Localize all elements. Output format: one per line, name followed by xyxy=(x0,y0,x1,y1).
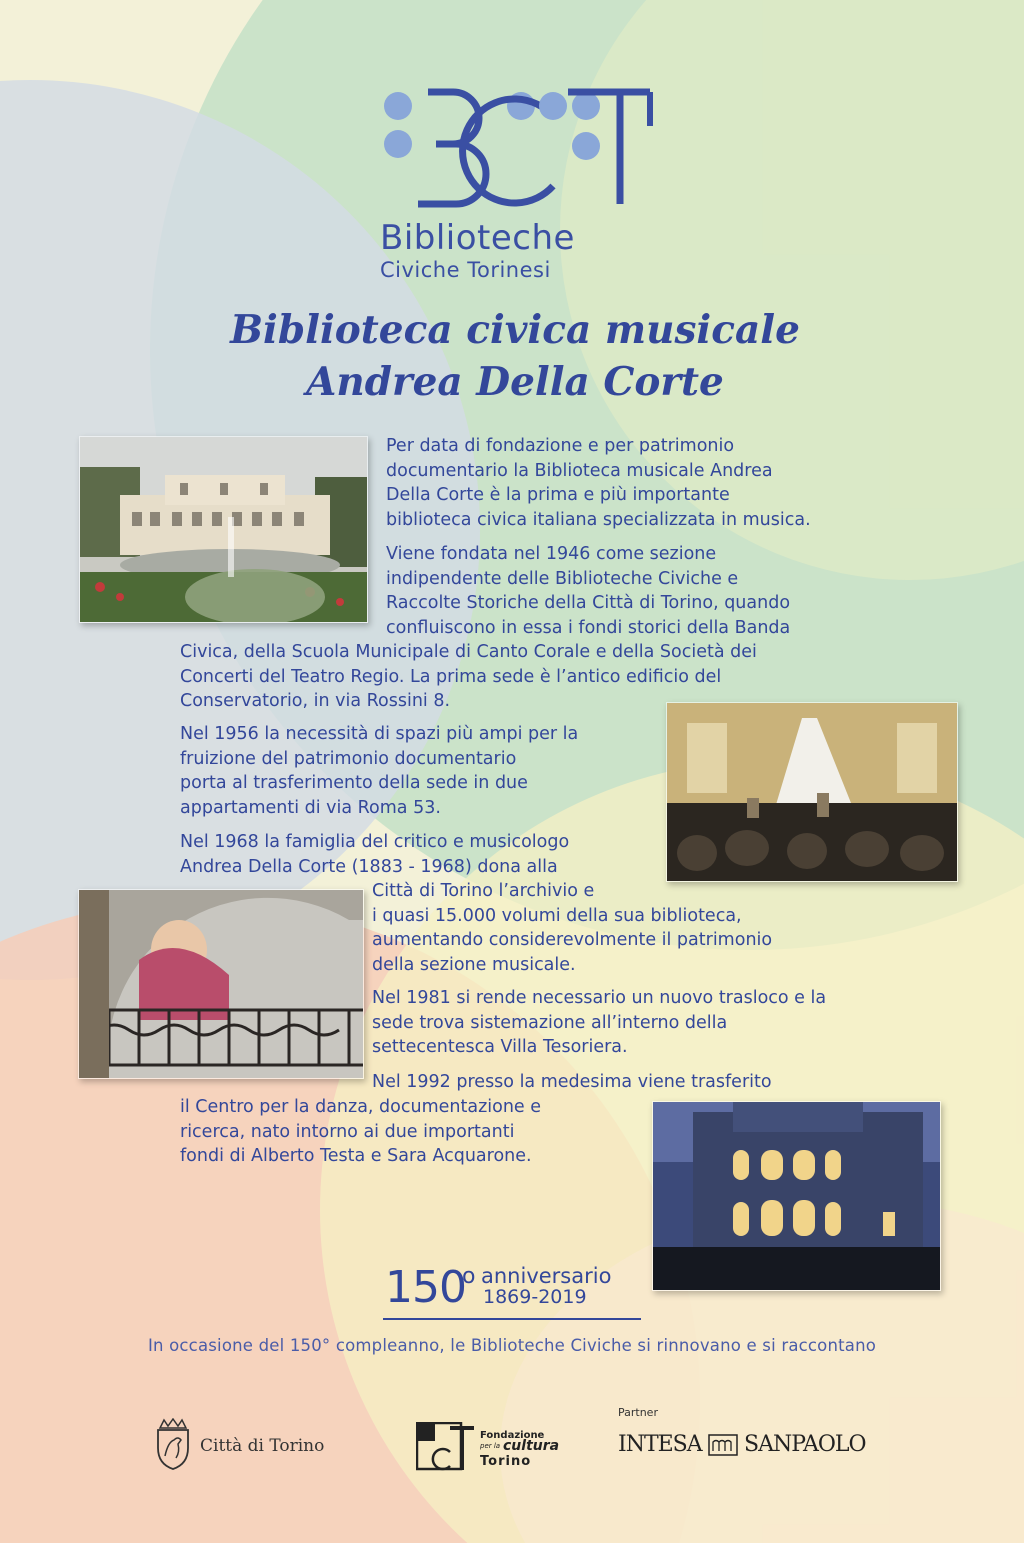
text-line: sede trova sistemazione all’interno della xyxy=(372,1012,728,1033)
bct-logo xyxy=(370,86,660,286)
paragraph-1956 xyxy=(180,722,578,820)
text-line: confluiscono in essa i fondi storici della Banda xyxy=(386,617,791,638)
fondazione-line1: Fondazione xyxy=(480,1430,545,1441)
fondazione-ft-logo xyxy=(416,1422,476,1472)
text-line: i quasi 15.000 volumi della sua biblioteca, xyxy=(372,905,742,926)
text-line: Conservatorio, in via Rossini 8. xyxy=(180,691,451,711)
text-line: Nel 1968 la famiglia del critico e musicologo xyxy=(180,832,570,852)
text-line: aumentando considerevolmente il patrimonio xyxy=(372,930,773,950)
anniversary-word: anniversario xyxy=(481,1264,612,1288)
text-line: biblioteca civica italiana specializzata in musica. xyxy=(386,509,811,530)
fondazione-line2: per la xyxy=(480,1442,501,1450)
photo-fresco-balcony xyxy=(78,889,364,1079)
text-line: indipendente delle Biblioteche Civiche e xyxy=(386,568,739,589)
paragraph-foundation xyxy=(386,434,811,532)
text-line: Civica, della Scuola Municipale di Canto Corale e della Società dei xyxy=(180,642,757,662)
paragraph-1992-a xyxy=(372,1070,772,1095)
paragraph-1981 xyxy=(372,986,826,1060)
partner-label: Partner xyxy=(618,1406,658,1419)
text-line: Viene fondata nel 1946 come sezione xyxy=(386,544,717,564)
citta-di-torino-label: Città di Torino xyxy=(200,1436,325,1456)
text-line: ricerca, nato intorno ai due importanti xyxy=(180,1121,515,1142)
photo-villa-night xyxy=(652,1101,941,1291)
tagline: In occasione del 150° compleanno, le Biblioteche Civiche si rinnovano e si raccontano xyxy=(147,1336,877,1355)
logo-name: Biblioteche xyxy=(380,218,575,258)
paragraph-1946-a xyxy=(386,542,790,640)
sanpaolo-label: SANPAOLO xyxy=(744,1432,866,1457)
text-line: il Centro per la danza, documentazione e xyxy=(180,1097,542,1117)
text-line: Della Corte è la prima e più importante xyxy=(386,485,730,505)
text-line: Nel 1992 presso la medesima viene trasferito xyxy=(372,1072,772,1092)
paragraph-1946-b xyxy=(180,640,757,714)
text-line: settecentesca Villa Tesoriera. xyxy=(372,1037,628,1057)
text-line: appartamenti di via Roma 53. xyxy=(180,797,441,818)
anniversary-years: 1869-2019 xyxy=(483,1286,587,1308)
fondazione-line3: cultura xyxy=(503,1438,560,1454)
paragraph-1968-a xyxy=(180,830,569,879)
text-line: della sezione musicale. xyxy=(372,954,576,975)
anniversary-degree: o xyxy=(462,1264,476,1289)
text-line: fruizione del patrimonio documentario xyxy=(180,748,517,769)
paragraph-1968-b xyxy=(372,879,772,977)
paragraph-1992-b xyxy=(180,1095,541,1169)
text-line: Raccolte Storiche della Città di Torino, quando xyxy=(386,593,791,613)
text-line: Nel 1956 la necessità di spazi più ampi per la xyxy=(180,724,579,744)
text-line: documentario la Biblioteca musicale Andrea xyxy=(386,460,773,481)
torino-crest-icon xyxy=(154,1418,192,1470)
text-line: Per data di fondazione e per patrimonio xyxy=(386,436,735,456)
text-line: porta al trasferimento della sede in due xyxy=(180,773,528,793)
photo-villa-garden xyxy=(79,436,368,623)
photo-concert-hall xyxy=(666,702,958,882)
page-title-line2: Andrea Della Corte xyxy=(306,359,724,405)
intesa-sanpaolo-logo xyxy=(708,1434,738,1456)
fondazione-line4: Torino xyxy=(480,1454,532,1469)
anniversary-number: 150 xyxy=(385,1262,466,1313)
text-line: Città di Torino l’archivio e xyxy=(372,881,595,901)
page-title-line1: Biblioteca civica musicale xyxy=(230,307,800,353)
anniversary-underline xyxy=(383,1318,641,1320)
text-line: Nel 1981 si rende necessario un nuovo trasloco e la xyxy=(372,988,827,1008)
bct-logo-mark xyxy=(378,86,658,221)
intesa-label: INTESA xyxy=(618,1432,702,1457)
logo-subname: Civiche Torinesi xyxy=(380,258,551,282)
text-line: fondi di Alberto Testa e Sara Acquarone. xyxy=(180,1146,532,1166)
text-line: Andrea Della Corte (1883 - 1968) dona alla xyxy=(180,856,558,877)
text-line: Concerti del Teatro Regio. La prima sede è l’antico edificio del xyxy=(180,666,722,687)
